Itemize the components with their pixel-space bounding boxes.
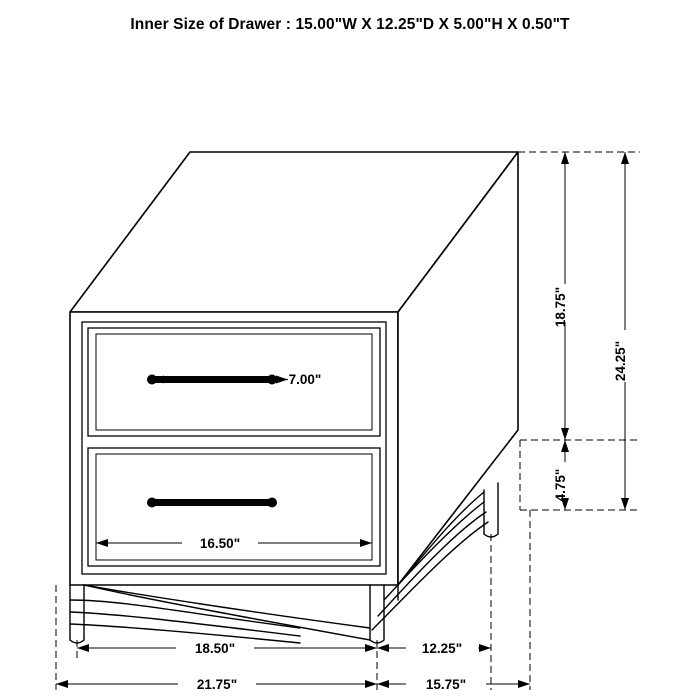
- bottom-drawer-handle-right-cap: [267, 498, 277, 508]
- dim-label-15-75: 15.75": [425, 677, 467, 692]
- dim-label-16-50: 16.50": [199, 536, 241, 551]
- arrow-21-75-left: [56, 680, 68, 688]
- top-drawer[interactable]: [88, 328, 380, 436]
- arrow-18-75-bottom: [561, 428, 569, 440]
- arrow-18-50-left: [77, 644, 89, 652]
- arrow-18-75-top: [561, 152, 569, 164]
- arrow-4-75-top: [561, 440, 569, 452]
- dim-label-4-75: 4.75": [553, 468, 568, 502]
- dimension-lines-vertical: [518, 152, 640, 510]
- base-rail-3: [70, 624, 300, 643]
- dim-label-18-50: 18.50": [194, 641, 236, 656]
- bottom-drawer-handle[interactable]: [152, 499, 272, 506]
- arrow-18-50-right: [365, 644, 377, 652]
- dim-label-7-00-main: 7.00": [288, 372, 322, 387]
- bottom-drawer-handle-left-cap: [147, 498, 157, 508]
- dim-label-12-25: 12.25": [421, 641, 463, 656]
- base-rail-5: [84, 585, 370, 640]
- arrow-12-25-right: [479, 644, 491, 652]
- arrow-12-25-left: [377, 644, 389, 652]
- arrow-21-75-right: [365, 680, 377, 688]
- page-title: Inner Size of Drawer : 15.00"W X 12.25"D X 5.00"H X 0.50"T: [130, 16, 570, 33]
- arrow-15-75-right: [518, 680, 530, 688]
- base-rail-4: [84, 585, 370, 628]
- arrow-15-75-left: [377, 680, 389, 688]
- dim-label-21-75: 21.75": [196, 677, 238, 692]
- arrow-24-25-top: [621, 152, 629, 164]
- arrow-24-25-bottom: [621, 498, 629, 510]
- dim-label-24-25: 24.25": [613, 340, 628, 382]
- dim-label-18-75: 18.75": [553, 286, 568, 328]
